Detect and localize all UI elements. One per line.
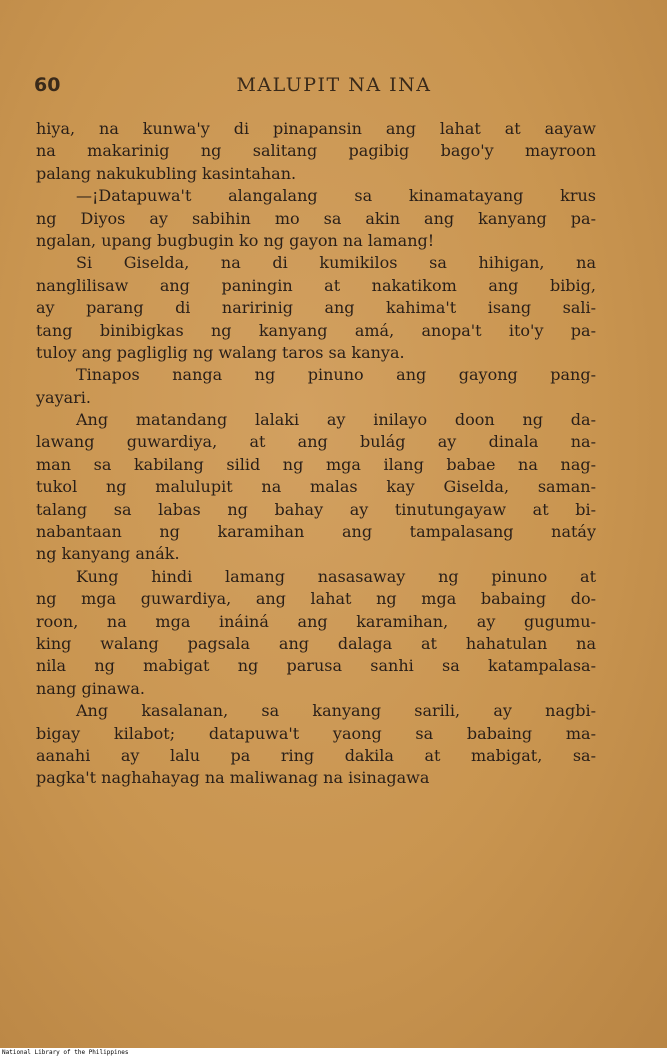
text-line: bigay kilabot; datapuwa't yaong sa babaing ma- bbox=[36, 723, 596, 743]
text-line: ng Diyos ay sabihin mo sa akin ang kanyang pa- bbox=[36, 208, 596, 228]
text-line: Ang matandang lalaki ay inilayo doon ng da- bbox=[76, 410, 596, 430]
text-line: nabantaan ng karamihan ang tampalasang natáy bbox=[36, 522, 596, 542]
text-line: ng kanyang anák. bbox=[36, 544, 180, 564]
text-line: roon, na mga ináiná ang karamihan, ay gugumu- bbox=[36, 611, 596, 631]
text-line: Ang kasalanan, sa kanyang sarili, ay nagbi- bbox=[76, 701, 596, 721]
text-line: ng mga guwardiya, ang lahat ng mga babaing do- bbox=[36, 589, 596, 609]
paragraph bbox=[36, 409, 596, 566]
library-credit: National Library of the Philippines bbox=[0, 1048, 667, 1058]
text-line: na makarinig ng salitang pagibig bago'y mayroon bbox=[36, 141, 596, 161]
body-text bbox=[36, 118, 596, 790]
paragraph bbox=[36, 566, 596, 700]
paragraph bbox=[36, 118, 596, 185]
text-line: ay parang di naririnig ang kahima't isang sali- bbox=[36, 298, 596, 318]
paragraph bbox=[36, 185, 596, 252]
page-header bbox=[34, 74, 634, 104]
text-line: —¡Datapuwa't alangalang sa kinamatayang krus bbox=[76, 186, 596, 206]
text-line: ngalan, upang bugbugin ko ng gayon na lamang! bbox=[36, 230, 435, 250]
text-line: nanglilisaw ang paningin at nakatikom ang bibig, bbox=[36, 275, 596, 295]
text-line: Tinapos nanga ng pinuno ang gayong pang- bbox=[76, 365, 596, 385]
text-line: pagka't naghahayag na maliwanag na isinagawa bbox=[36, 768, 430, 788]
paragraph bbox=[36, 252, 596, 364]
text-line: hiya, na kunwa'y di pinapansin ang lahat at aayaw bbox=[36, 119, 596, 138]
text-line: talang sa labas ng bahay ay tinutungayaw at bi- bbox=[36, 499, 596, 519]
text-line: Kung hindi lamang nasasaway ng pinuno at bbox=[76, 566, 596, 586]
text-line: tukol ng malulupit na malas kay Giselda, saman- bbox=[36, 477, 596, 497]
running-title: MALUPIT NA INA bbox=[236, 74, 432, 96]
text-line: tang binibigkas ng kanyang amá, anopa't ito'y pa- bbox=[36, 320, 596, 340]
text-line: man sa kabilang silid ng mga ilang babae na nag- bbox=[36, 454, 596, 474]
page-number: 60 bbox=[34, 74, 61, 96]
text-line: lawang guwardiya, at ang bulág ay dinala na- bbox=[36, 432, 596, 452]
text-line: nila ng mabigat ng parusa sanhi sa katampalasa- bbox=[36, 656, 596, 676]
paragraph bbox=[36, 364, 596, 409]
text-line: tuloy ang pagliglig ng walang taros sa kanya. bbox=[36, 342, 405, 362]
text-line: yayari. bbox=[36, 387, 92, 407]
paragraph bbox=[36, 700, 596, 790]
text-line: king walang pagsala ang dalaga at hahatulan na bbox=[36, 633, 596, 653]
text-line: nang ginawa. bbox=[36, 678, 145, 698]
text-line: Si Giselda, na di kumikilos sa hihigan, na bbox=[76, 253, 596, 273]
text-line: palang nakukubling kasintahan. bbox=[36, 163, 297, 183]
text-line: aanahi ay lalu pa ring dakila at mabigat, sa- bbox=[36, 745, 596, 765]
